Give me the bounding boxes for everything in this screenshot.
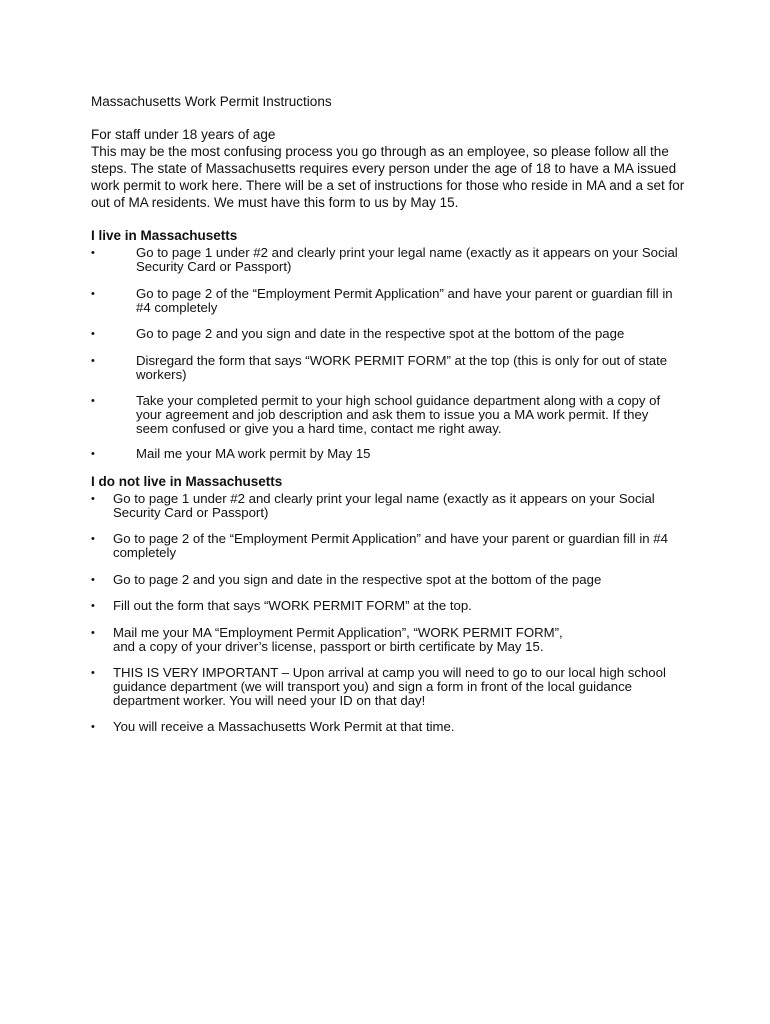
- section-heading-ma: I live in Massachusetts: [91, 228, 238, 243]
- list-item-text: You will receive a Massachusetts Work Permit at that time.: [113, 719, 455, 734]
- list-item-text: Go to page 2 and you sign and date in the respective spot at the bottom of the page: [136, 326, 625, 341]
- list-item-text: Mail me your MA “Employment Permit Application”, “WORK PERMIT FORM”, and a copy of your driver’s license, passport or birth certificate by May 15.: [113, 625, 563, 654]
- intro-paragraph: This may be the most confusing process you go through as an employee, so please follow all the steps. The state of Massachusetts requires every person under the age of 18 to have a MA issued work permit to work here. There will be a set of instructions for those who reside in MA and a set for out of MA residents. We must have this form to us by May 15.: [91, 144, 685, 210]
- bullet-icon: •: [91, 288, 95, 300]
- list-item-text: Go to page 1 under #2 and clearly print your legal name (exactly as it appears on your Social Security Card or Passport): [113, 491, 655, 520]
- bullet-icon: •: [91, 574, 95, 586]
- bullet-icon: •: [91, 448, 95, 460]
- list-item-text: Fill out the form that says “WORK PERMIT FORM” at the top.: [113, 598, 472, 613]
- section-heading-out-of-state: I do not live in Massachusetts: [91, 474, 283, 489]
- bullet-icon: •: [91, 627, 95, 639]
- bullet-icon: •: [91, 667, 95, 679]
- intro-block: [91, 126, 691, 211]
- list-item-text: Go to page 2 of the “Employment Permit Application” and have your parent or guardian fill in #4 completely: [136, 286, 673, 315]
- list-item-text: Go to page 2 and you sign and date in the respective spot at the bottom of the page: [113, 572, 602, 587]
- list-item-text: Go to page 1 under #2 and clearly print your legal name (exactly as it appears on your Social Security Card or Passport): [136, 245, 678, 274]
- bullet-icon: •: [91, 721, 95, 733]
- bullet-icon: •: [91, 247, 95, 259]
- list-item-text: Go to page 2 of the “Employment Permit Application” and have your parent or guardian fill in #4 completely: [113, 531, 668, 560]
- list-item-text: Disregard the form that says “WORK PERMIT FORM” at the top (this is only for out of state workers): [136, 353, 668, 382]
- document-title: Massachusetts Work Permit Instructions: [91, 94, 332, 109]
- list-item-text: Take your completed permit to your high school guidance department along with a copy of your agreement and job description and ask them to issue you a MA work permit. If they seem confused or give you a hard time, contact me right away.: [136, 393, 661, 436]
- bullet-icon: •: [91, 600, 95, 612]
- bullet-icon: •: [91, 328, 95, 340]
- bullet-icon: •: [91, 533, 95, 545]
- list-item-text: THIS IS VERY IMPORTANT – Upon arrival at camp you will need to go to our local high school guidance department (we will transport you) and sign a form in front of the local guidance department worker. You will need your ID on that day!: [113, 665, 666, 708]
- intro-subtitle: For staff under 18 years of age: [91, 127, 276, 142]
- list-item-text: Mail me your MA work permit by May 15: [136, 446, 371, 461]
- bullet-icon: •: [91, 493, 95, 505]
- bullet-icon: •: [91, 355, 95, 367]
- bullet-icon: •: [91, 395, 95, 407]
